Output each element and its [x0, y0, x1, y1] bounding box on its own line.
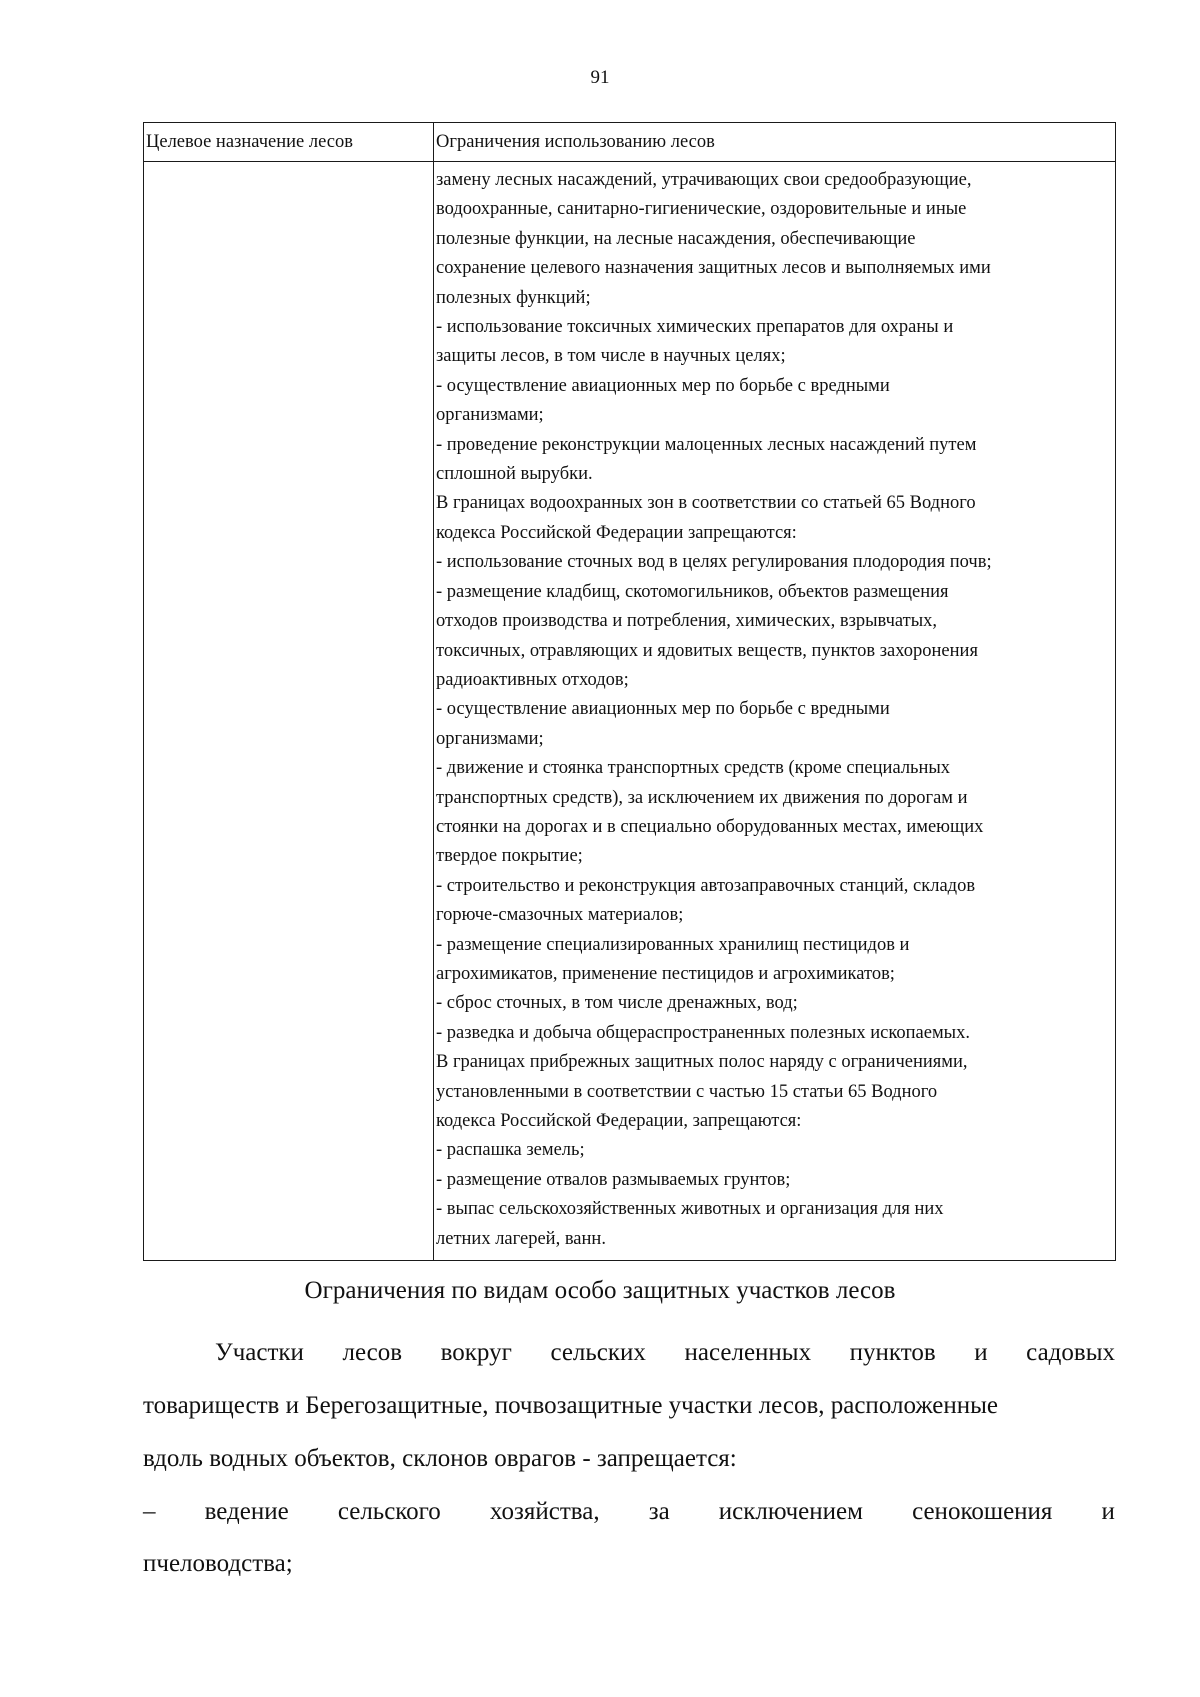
- restriction-line: - размещение специализированных хранилищ пестицидов и: [436, 934, 910, 955]
- restriction-line: радиоактивных отходов;: [436, 669, 629, 690]
- word: пунктов: [849, 1339, 936, 1366]
- restriction-line: сплошной вырубки.: [436, 464, 593, 485]
- word: вокруг: [440, 1339, 512, 1366]
- header-forest-restrictions: Ограничения использованию лесов: [434, 123, 1116, 162]
- restriction-line: установленными в соответствии с частью 15 статьи 65 Водного: [436, 1081, 938, 1102]
- restriction-line: В границах прибрежных защитных полос наряду с ограничениями,: [436, 1052, 968, 1073]
- paragraph-2-line-1: [143, 1497, 1115, 1527]
- restriction-line: отходов производства и потребления, химических, взрывчатых,: [436, 611, 938, 632]
- restriction-line: сохранение целевого назначения защитных лесов и выполняемых ими: [436, 258, 991, 279]
- word: и: [974, 1339, 988, 1366]
- restriction-line: агрохимикатов, применение пестицидов и агрохимикатов;: [436, 963, 895, 984]
- word: населенных: [684, 1339, 812, 1366]
- restriction-line: - использование токсичных химических препаратов для охраны и: [436, 317, 954, 338]
- restriction-line: полезных функций;: [436, 287, 591, 308]
- word: садовых: [1026, 1339, 1115, 1366]
- table-row: [144, 162, 1116, 1261]
- restriction-line: В границах водоохранных зон в соответствии со статьей 65 Водного: [436, 493, 976, 514]
- restriction-line: твердое покрытие;: [436, 846, 583, 867]
- restriction-line: - распашка земель;: [436, 1140, 585, 1161]
- cell-restrictions: [434, 162, 1116, 1261]
- word: лесов: [342, 1339, 403, 1366]
- restriction-line: - осуществление авиационных мер по борьбе с вредными: [436, 699, 890, 720]
- word: Участки: [215, 1339, 304, 1366]
- word: исключением: [718, 1498, 863, 1525]
- forest-restrictions-table: [143, 122, 1116, 1261]
- page-number: 91: [590, 67, 610, 88]
- paragraph-1-line-1: [215, 1338, 1115, 1368]
- restriction-line: кодекса Российской Федерации, запрещаются:: [436, 1111, 802, 1131]
- word: сенокошения: [912, 1498, 1053, 1525]
- word: сельских: [550, 1339, 646, 1366]
- restriction-line: - проведение реконструкции малоценных лесных насаждений путем: [436, 434, 977, 455]
- restriction-line: замену лесных насаждений, утрачивающих свои средообразующие,: [436, 170, 972, 190]
- word: хозяйства,: [489, 1498, 600, 1525]
- word: за: [648, 1498, 670, 1525]
- restriction-line: - осуществление авиационных мер по борьбе с вредными: [436, 375, 890, 396]
- word: и: [1101, 1498, 1115, 1525]
- restriction-line: кодекса Российской Федерации запрещаются:: [436, 522, 797, 543]
- restriction-line: транспортных средств), за исключением их движения по дорогам и: [436, 787, 968, 808]
- dash: –: [143, 1498, 156, 1525]
- restriction-line: летних лагерей, ванн.: [436, 1228, 606, 1249]
- restriction-line: организмами;: [436, 728, 544, 749]
- restriction-line: - размещение отвалов размываемых грунтов;: [436, 1169, 791, 1190]
- restriction-line: стоянки на дорогах и в специально оборудованных местах, имеющих: [436, 816, 984, 837]
- restriction-line: - выпас сельскохозяйственных животных и организация для них: [436, 1199, 944, 1220]
- restriction-line: - разведка и добыча общераспространенных полезных ископаемых.: [436, 1022, 970, 1043]
- restriction-line: - размещение кладбищ, скотомогильников, объектов размещения: [436, 581, 949, 602]
- word: ведение: [204, 1498, 289, 1525]
- word: сельского: [337, 1498, 441, 1525]
- restriction-line: токсичных, отравляющих и ядовитых веществ, пунктов захоронения: [436, 640, 978, 661]
- restriction-line: горюче-смазочных материалов;: [436, 905, 684, 926]
- paragraph-1-line-2: товариществ и Берегозащитные, почвозащитные участки лесов, расположенные: [143, 1392, 999, 1419]
- section-title: Ограничения по видам особо защитных участков лесов: [304, 1277, 896, 1304]
- restriction-line: - строительство и реконструкция автозаправочных станций, складов: [436, 875, 976, 896]
- header-forest-purpose: Целевое назначение лесов: [144, 123, 434, 162]
- paragraph-2-line-2: пчеловодства;: [143, 1550, 293, 1577]
- restriction-line: защиты лесов, в том числе в научных целях;: [436, 346, 786, 367]
- restriction-line: - сброс сточных, в том числе дренажных, вод;: [436, 993, 798, 1014]
- restriction-line: организмами;: [436, 405, 544, 426]
- paragraph-1-line-3: вдоль водных объектов, склонов оврагов - запрещается:: [143, 1445, 737, 1472]
- restriction-line: водоохранные, санитарно-гигиенические, оздоровительные и иные: [436, 199, 967, 220]
- table-header-row: [144, 123, 1116, 162]
- cell-forest-purpose: [144, 162, 434, 1261]
- restriction-line: - использование сточных вод в целях регулирования плодородия почв;: [436, 552, 992, 573]
- restriction-line: - движение и стоянка транспортных средств (кроме специальных: [436, 758, 951, 779]
- restriction-line: полезные функции, на лесные насаждения, обеспечивающие: [436, 228, 916, 249]
